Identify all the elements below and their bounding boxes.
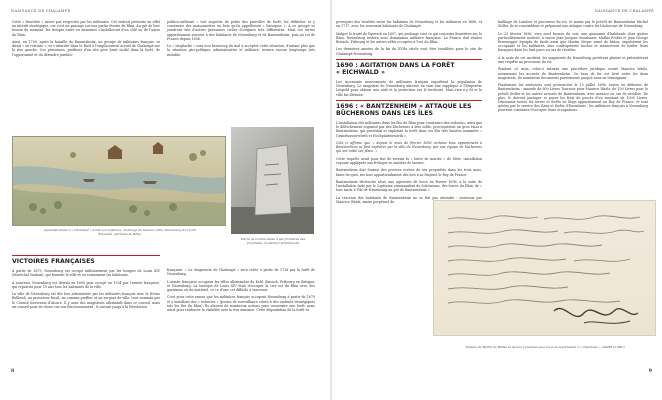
left-col-3 bbox=[12, 252, 160, 312]
section-heading-1690 bbox=[336, 62, 482, 76]
section-heading-1696 bbox=[336, 103, 482, 117]
page-number-right: 9 bbox=[648, 369, 652, 374]
heading-rule bbox=[336, 100, 482, 101]
heading-line: 1690 : AGITATION DANS LA FORÊT bbox=[336, 61, 455, 69]
left-col-1 bbox=[12, 20, 160, 60]
left-col-2 bbox=[167, 20, 315, 60]
paragraph: Cette « frontière » neuve pas respectée par les militaires. Cet endroit présente en effet un intérêt stratégique, car c'est un passage sur une partie étroite du Rhin. Au gré de leur besoin du moment, les troupes entre ou ennemies s'installeront d'un côté ou de l'autre du Rhin. bbox=[12, 20, 160, 37]
paragraph: C'est pour cette raison que les militaires français occupent Neuenburg à partir de 1675 et y installent des « redoutes » (postes de surveillance situés à des endroits stratégiques tels les îles du Rhin). Ils aboient de nombreux actions pour construire une forêt, mais aussi pour renforcer la visibilité vers la rive ennemie. Cette dégradation de la forêt va bbox=[167, 295, 315, 312]
paragraph: À la suite de cet incident, les magistrats de Neuenburg portèrent plainte et présentèrent une requête au procureur du roi. bbox=[498, 55, 648, 64]
manuscript-illustration bbox=[434, 201, 655, 335]
boundary-stone-photo bbox=[231, 127, 314, 234]
right-col-2 bbox=[498, 20, 648, 116]
paragraph: française. » La Seigneurie de Chalampé « sera créée à partir de 1728 par la forêt de Neuenburg. bbox=[167, 268, 315, 277]
watercolor-map-image bbox=[12, 136, 226, 226]
paragraph: Les dernières années de la fin du XVIIe siècle vont être troublées pour le site de Chalampé-Neuenburg. bbox=[336, 47, 482, 56]
map-caption: Aquarelle située à « Chalampé » avant son existence, montrage de bateaux entre Neuenburg et la forêt Rotzwald. (Archives de Bâle). bbox=[43, 228, 197, 236]
left-col-4 bbox=[167, 268, 315, 315]
page-number-left: 8 bbox=[11, 369, 15, 374]
paragraph: Pendant 20 mois, celui-ci mènera une procédure juridique contre Maurice Waelz, notamment les accusés de Bantzenheim. Un bras de fer est livré entre les deux magistrats. De nombreux documents parviennent jusqu'à nous en témoignant. bbox=[498, 67, 648, 80]
paragraph: Cette requête avait pour but de retenir la « bière de mariée » de Metz, installation voyante appliquée aux frôlages en matière de bornes. bbox=[336, 156, 482, 165]
paragraph: Malgré le traité de Ryswick en 1697, qui prolonge tout ce qui concerne frontières sur le Rhin, Neuenburg restera sous domination militaire française. La France doit rendre Brisach, Fribourg et les autres villes occupées à l'est du Rhin. bbox=[336, 31, 482, 44]
heading-line: « EICHWALD » bbox=[336, 68, 385, 76]
left-page bbox=[0, 0, 330, 400]
paragraph: Ainsi, en 1709, après la bataille de Rumersheim, un groupe de militaires français, se dirait « en retraite », va s'attarder dans le Ried à l'emplacement actuel de Chalampé sur la rive gauche. Ces personnes, profitent d'un site gros bruit sicdié dans la forêt, de l'opportunité et du détendre juridico- bbox=[12, 40, 160, 57]
handwritten-document-image bbox=[433, 200, 656, 336]
running-head-right: NAISSANCE DE CHALAMPÉ bbox=[594, 9, 654, 13]
photo-caption: Pierre de bornes située à pas frontières des propriétés. (Collection Schirmbeck) bbox=[240, 237, 306, 245]
heading-line: BÛCHERONS DANS LES ÎLES bbox=[336, 109, 433, 117]
paragraph: La ville de Neuenburg est dès lors administrée par les militaires français avec le Heuss Bellieuil, un procureur fiscal, un commis greffier et un sergent de ville, tous nommés par le Conseil Souverain d'Alsace. Il y aura des magistrats allemands dans ce conseil, mais un conseil pour de chose sur son fonctionnement ; il suivant jusqu'à la Révolution bbox=[12, 292, 160, 309]
stone-illustration bbox=[231, 127, 314, 234]
paragraph: Le 25 février 1696, vers neuf heures du soir, une quinzaine d'habitants dont quatre particulièrement motivés, à savoir Jean-Jacques Gunzbauer, Mathis Probst et Jean George Rosenegger équipés de fusils ainsi que Martin Meyer armé de bâton, expulsèrent les occupants et les militaires, leur confisquèrent haches et menacèrent de brûler leurs baraques dans les huit jours en cas de récidive. bbox=[498, 31, 648, 53]
paragraph: bailliage de Landser et procureur du roi, et munis par le prévôt de Bantzenheim Michel Stiller, ils se rassemblent et préparent une attaque contre les bûcherons de Neuenburg. bbox=[498, 20, 648, 29]
paragraph: Bantzenheim déclenche alors une agressive de force en février 1696, à la suite de l'installation faite par le Capitaine commandant de Schönenau, des forces du Rhin, de « tout saisir à l'île de Neuenburg au gré de Bantzenheim ». bbox=[336, 179, 482, 193]
paragraph: provoquer des troubles entre les habitants de Neuenburg et les militaires en 1686, et en 1717, avec les nouveaux habitants de Chalampé. bbox=[336, 20, 482, 29]
heading-line: 1696 : « BANTZENHEIM » ATTAQUE LES bbox=[336, 102, 472, 110]
paragraph: Bantzenheim doit fournir des preuves écrites de ses propriétés dans les trois mois, faute de quoi, ses bois appartiendraient dès lors à sa Majesté le Roy de France. bbox=[336, 168, 482, 177]
paragraph: Le « sitzplacke » sera non beaucoup du mal à accepter cette situation, d'autant plus que la situation géo-politique, administrative et militaire, restera encore longtemps très instable. bbox=[167, 44, 315, 57]
map-illustration bbox=[13, 137, 225, 225]
paragraph: La réaction des habitants de Bantzenheim ne se fait pas attendre : soutenus par Maurice Waelz, maire perpétuel du bbox=[336, 195, 482, 204]
paragraph: L'installation des militaires dans les îles du Rhin pour construire des redoutes, ainsi que le défrichement organisé par des bûcherons à leur solde, provoquèrent un gros émoi à Bantzenheim, qui possédait et exploitait la forêt dans ces îles très boisées nommées « Grundwasserwörth et Hochplattenwörth ». bbox=[336, 120, 482, 138]
heading-rule bbox=[336, 59, 482, 60]
paragraph: À nouveau, Neuenburg est détruit en 1690 puis occupé en 1704 par l'armée française, qui repartira pour 10 ans tous les habitants de la ville. bbox=[12, 280, 160, 289]
section-heading-victoires: VICTOIRES FRANÇAISES bbox=[12, 258, 95, 265]
paragraph: L'armée française occupera les villes allemandes de Kehl, Brisach, Fribourg en Brisgau, et Neuenburg. La tactique de Louis XIV était d'occuper la rive est du Rhin avec des garnisons où du matériel, ce ce d'une cet difficile à traverser. bbox=[167, 279, 315, 292]
document-caption: Tableau de Martin de Hildso et de leur personnel pour les bois appartenant à « Chalampé ». (ADHR et SHC) bbox=[465, 345, 625, 349]
heading-rule bbox=[12, 255, 160, 256]
running-head-left: NAISSANCE DE CHALAMPÉ bbox=[11, 9, 71, 13]
paragraph: politico-militaire « voit acquérir de petits des parcelles de forêt, les défricher et y construire des maisonnettes en bois qu'ils appelleront « baraques ». À ce groupe se joindront vite d'autres personnes civiles d'origines très différentes. Mais ces terres appartiennent souvent à des habitants de Neuenburg et de Bantzenheim, puis au roi de France depuis 1694. bbox=[167, 20, 315, 41]
right-col-1 bbox=[336, 20, 482, 207]
paragraph: Cela ci affirme que « depuis le mois de février 1696 certains bois appartenant à Bantzenheim se font exploiter par la ville de Neuenburg, par une équipe de bûcherons qui ont initié sur place. » bbox=[336, 140, 482, 154]
paragraph: Les incessants mouvements de militaires français inquiètent la population de Neuenburg. Le magistrat de Neuenburg adresse en vain une supplique à l'Empereur Léopold pour obtenir une aide et la protection sur le territoire. Mais rien n'y fit et la ville fut détruite. bbox=[336, 79, 482, 97]
paragraph: Finalement les sentences sont prononcées le 15 juillet 1696, toutes en défaveur de Bantzenheim : amende de 600 Livres Tournois pour Maurice Waelz, de 100 Livres pour le prévôt Stiller et les autres accusés de Bantzenheim, avec menace en cas de récidive. De plus, le doivent partager et payer les frais de procès d'un montant de 1000 Livres. Désormais toutes les terres et forêts en litige appartiennent au Roy de France, et sont gérées par le service des Eaux et forêts d'Ensisheim ; les militaires français à Neuenburg pourront continuer d'occuper leurs occupations. bbox=[498, 83, 648, 113]
paragraph: À partir de 1675, Neuenburg est occupé militairement par les troupes de Louis XIV (Maréchal Vauban), qui feraient le ville et en ruineraient les habitants. bbox=[12, 269, 160, 278]
